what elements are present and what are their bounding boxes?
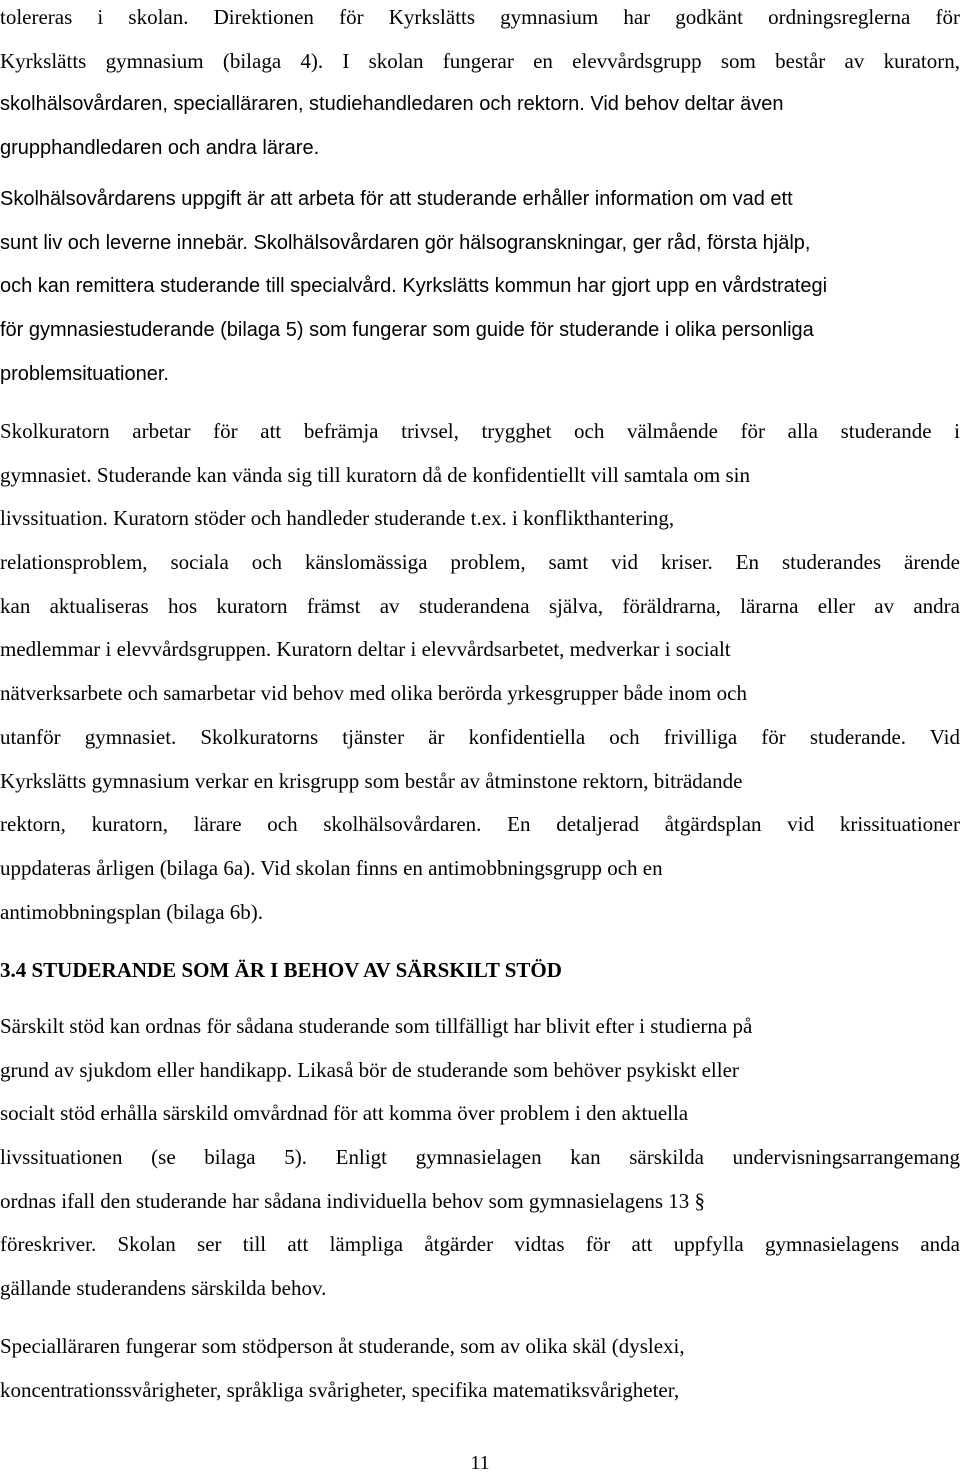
text-line: grupphandledaren och andra lärare. [0,137,320,160]
text-line: kan aktualiseras hos kuratorn främst av studerandena själva, föräldrarna, lärarna eller av andra [0,593,960,618]
paragraph [0,178,960,396]
text-line: livssituationen (se bilaga 5). Enligt gymnasielagen kan särskilda undervisningsarrangemang [0,1145,960,1170]
text-line: Skolhälsovårdarens uppgift är att arbeta för att studerande erhåller information om vad ett [0,188,793,210]
paragraph [0,0,960,171]
text-line: rektorn, kuratorn, lärare och skolhälsovårdaren. En detaljerad åtgärdsplan vid krissituationer [0,812,960,837]
text-line: utanför gymnasiet. Skolkuratorns tjänster är konfidentiella och frivilliga för studerande. Vid [0,724,960,749]
text-line: nätverksarbete och samarbetar vid behov med olika berörda yrkesgrupper både inom och [0,681,747,706]
text-line: uppdateras årligen (bilaga 6a). Vid skolan finns en antimobbningsgrupp och en [0,855,663,880]
paragraph [0,1325,960,1412]
text-line: Kyrkslätts gymnasium (bilaga 4). I skolan fungerar en elevvårdsgrupp som består av kuratorn, [0,48,960,73]
text-line: medlemmar i elevvårdsgruppen. Kuratorn deltar i elevvårdsarbetet, medverkar i socialt [0,637,731,662]
text-line: föreskriver. Skolan ser till att lämpliga åtgärder vidtas för att uppfylla gymnasielagens anda [0,1232,960,1257]
text-line: för gymnasiestuderande (bilaga 5) som fungerar som guide för studerande i olika personliga [0,319,814,342]
text-line: skolhälsovårdaren, specialläraren, studiehandledaren och rektorn. Vid behov deltar även [0,93,784,116]
section-heading: 3.4 STUDERANDE SOM ÄR I BEHOV AV SÄRSKILT STÖD [0,958,562,982]
text-line: Särskilt stöd kan ordnas för sådana studerande som tillfälligt har blivit efter i studierna på [0,1014,753,1038]
text-line: gällande studerandens särskilda behov. [0,1276,327,1301]
text-line: Kyrkslätts gymnasium verkar en krisgrupp som består av åtminstone rektorn, biträdande [0,768,743,793]
page-number: 11 [470,1452,490,1474]
text-line: socialt stöd erhålla särskild omvårdnad för att komma över problem i den aktuella [0,1101,689,1126]
text-line: grund av sjukdom eller handikapp. Likaså bör de studerande som behöver psykiskt eller [0,1057,739,1082]
text-line: gymnasiet. Studerande kan vända sig till kuratorn då de konfidentiellt vill samtala om sin [0,462,751,487]
paragraph [0,410,960,934]
text-line: antimobbningsplan (bilaga 6b). [0,899,264,924]
text-line: Skolkuratorn arbetar för att befrämja trivsel, trygghet och välmående för alla studerande i [0,419,960,443]
text-line: relationsproblem, sociala och känslomässiga problem, samt vid kriser. En studerandes ärende [0,550,960,575]
text-line: och kan remittera studerande till specialvård. Kyrkslätts kommun har gjort upp en vårdstrategi [0,275,828,298]
text-line: problemsituationer. [0,362,169,385]
text-line: Specialläraren fungerar som stödperson åt studerande, som av olika skäl (dyslexi, [0,1334,685,1358]
text-line: ordnas ifall den studerande har sådana individuella behov som gymnasielagens 13 § [0,1188,706,1213]
text-line: tolereras i skolan. Direktionen för Kyrkslätts gymnasium har godkänt ordningsreglerna för [0,5,960,29]
text-line: sunt liv och leverne innebär. Skolhälsovårdaren gör hälsogranskningar, ger råd, första hjälp, [0,231,811,254]
paragraph [0,1005,960,1311]
text-line: koncentrationssvårigheter, språkliga svårigheter, specifika matematiksvårigheter, [0,1377,680,1402]
text-line: livssituation. Kuratorn stöder och handleder studerande t.ex. i konflikthantering, [0,506,675,531]
